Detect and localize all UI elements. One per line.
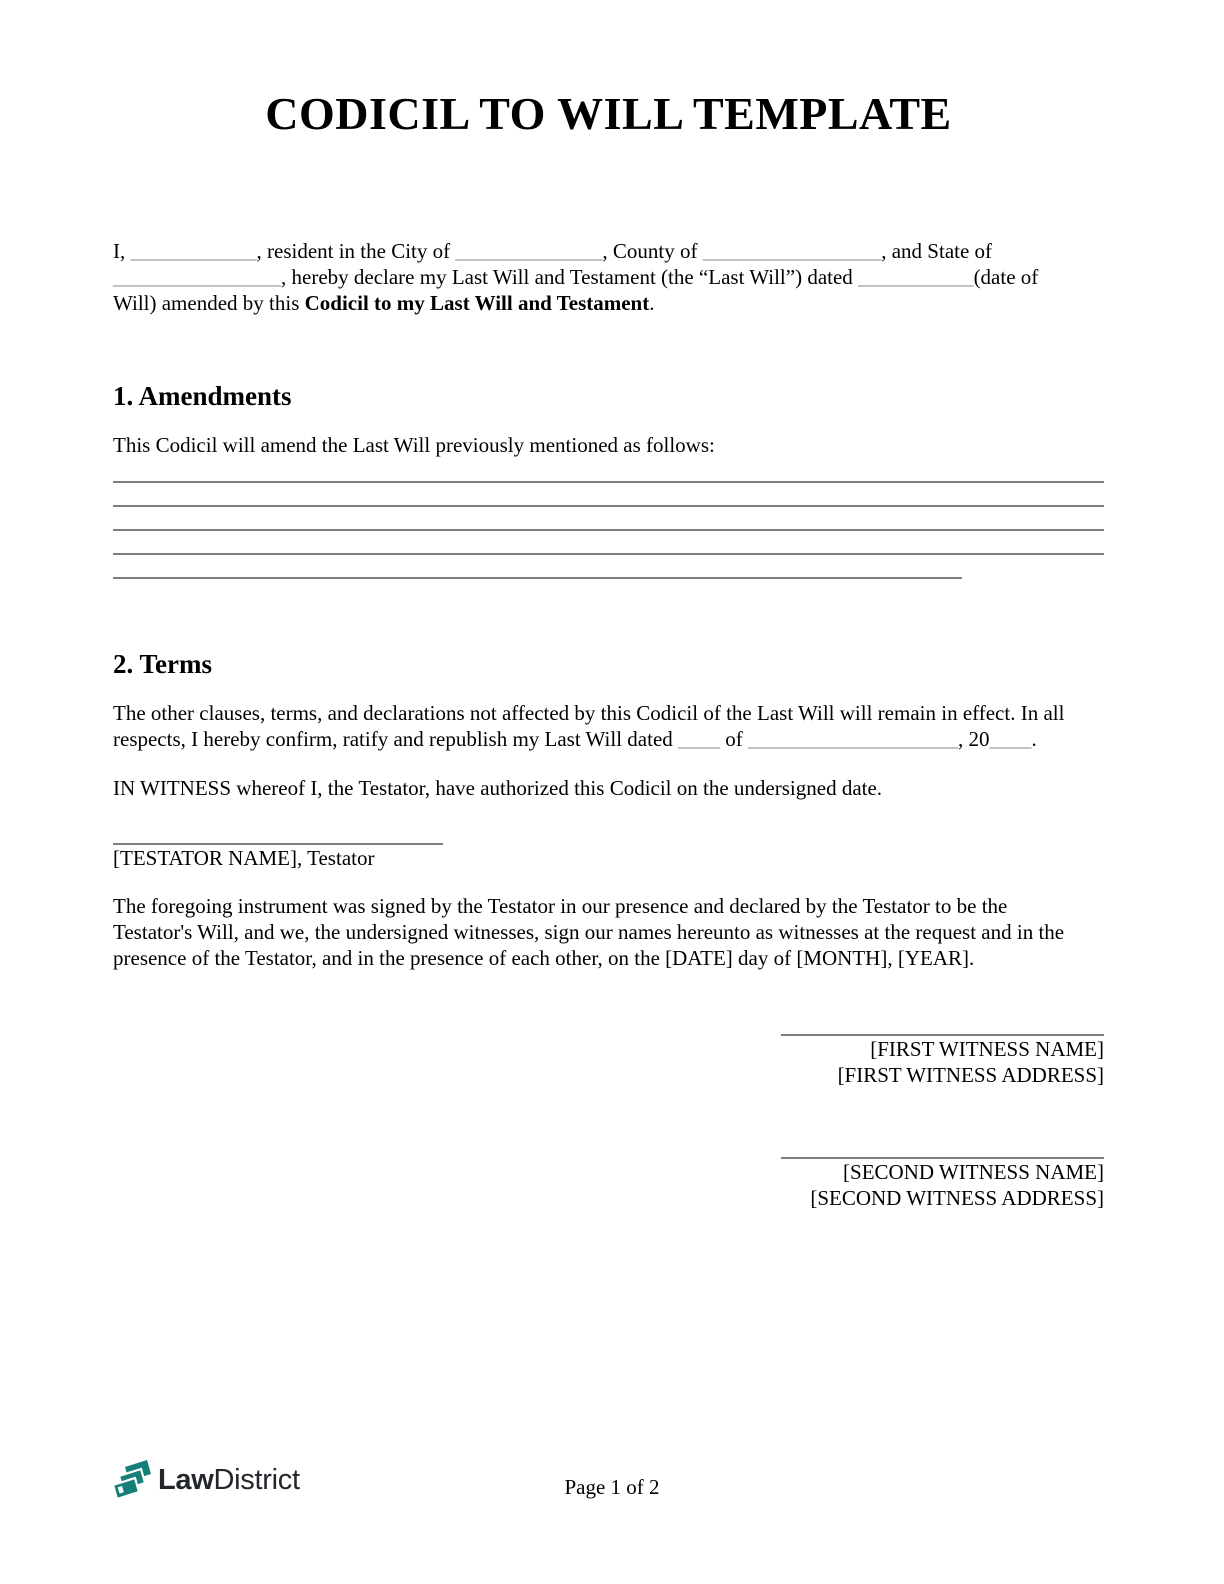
- first-witness-name: [FIRST WITNESS NAME]: [870, 1037, 1104, 1061]
- blank-field: ______________: [455, 239, 603, 263]
- terms-paragraph: [113, 700, 1104, 752]
- second-witness-name: [SECOND WITNESS NAME]: [843, 1160, 1104, 1184]
- text-run: Will) amended by this: [113, 291, 305, 315]
- second-witness-address: [SECOND WITNESS ADDRESS]: [810, 1186, 1104, 1210]
- blank-field: ____: [989, 727, 1032, 751]
- blank-field: ___________: [858, 265, 974, 289]
- text-run: The foregoing instrument was signed by the Testator in our presence and declared by the Testator to be the: [113, 894, 1008, 918]
- blank-field: ____________: [130, 239, 257, 263]
- blank-write-line: [113, 505, 1104, 507]
- text-run: Codicil to my Last Will and Testament: [304, 291, 650, 315]
- brand-district: District: [213, 1463, 300, 1496]
- first-witness-address: [FIRST WITNESS ADDRESS]: [837, 1063, 1104, 1087]
- text-run: (date of: [973, 265, 1039, 289]
- blank-write-line: [113, 553, 1104, 555]
- blank-write-line: [113, 481, 1104, 483]
- text-run: .: [649, 291, 655, 315]
- amendments-write-lines: [113, 481, 1104, 579]
- text-run: I,: [113, 239, 131, 263]
- section-heading-amendments: 1. Amendments: [113, 381, 292, 411]
- blank-write-line: [113, 577, 962, 579]
- first-witness-block: [781, 1034, 1104, 1088]
- text-run: .: [1031, 727, 1037, 751]
- amendments-intro: This Codicil will amend the Last Will previously mentioned as follows:: [113, 433, 715, 457]
- text-run: Testator's Will, and we, the undersigned witnesses, sign our names hereunto as witnesses at the request and in the: [113, 920, 1065, 944]
- text-run: , County of: [602, 239, 703, 263]
- intro-paragraph: [113, 238, 1104, 316]
- page-number: Page 1 of 2: [564, 1475, 660, 1499]
- blank-field: ____: [678, 727, 721, 751]
- text-run: , resident in the City of: [256, 239, 456, 263]
- blank-field: _________________: [702, 239, 882, 263]
- second-witness-block: [781, 1157, 1104, 1211]
- document-title: CODICIL TO WILL TEMPLATE: [265, 88, 952, 139]
- blank-field: ________________: [113, 265, 281, 289]
- blank-field: ____________________: [748, 727, 959, 751]
- text-run: respects, I hereby confirm, ratify and republish my Last Will dated: [113, 727, 679, 751]
- blank-write-line: [113, 529, 1104, 531]
- text-run: The other clauses, terms, and declarations not affected by this Codicil of the Last Will will remain in effect. In all: [113, 701, 1065, 725]
- text-run: presence of the Testator, and in the presence of each other, on the [DATE] day of [MONTH], [YEAR].: [113, 946, 975, 970]
- text-run: , hereby declare my Last Will and Testament (the “Last Will”) dated: [281, 265, 859, 289]
- testator-signature-label: [TESTATOR NAME], Testator: [113, 846, 375, 870]
- attestation-paragraph: [113, 893, 1104, 971]
- text-run: of: [720, 727, 749, 751]
- text-run: , and State of: [881, 239, 993, 263]
- text-run: , 20: [958, 727, 990, 751]
- witness-clause: IN WITNESS whereof I, the Testator, have authorized this Codicil on the undersigned date.: [113, 776, 883, 800]
- section-heading-terms: 2. Terms: [113, 649, 213, 679]
- brand-law: Law: [158, 1463, 214, 1496]
